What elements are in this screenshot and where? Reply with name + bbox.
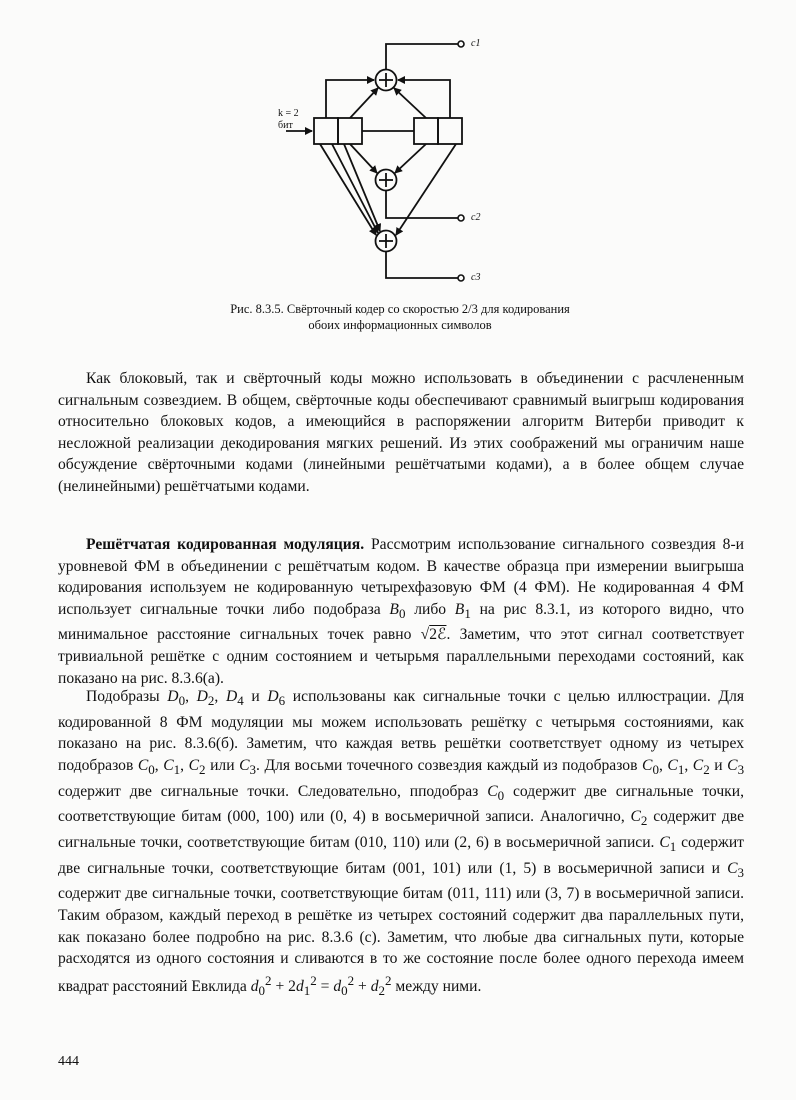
register-cell bbox=[314, 118, 338, 144]
input-label-bits: бит bbox=[278, 120, 293, 131]
caption-line-1: Рис. 8.3.5. Свёрточный кодер со скоростью 2/3 для кодирования bbox=[230, 302, 570, 316]
para2-text-4: . Заметим, что этот сигнал соответствует тривиальной решётке с одним состоянием и четырьмя параллельными переходами состояний, как показано на рис. 8.3.6(а). bbox=[58, 626, 744, 687]
register-cell bbox=[338, 118, 362, 144]
output-c2: c2 bbox=[471, 212, 481, 223]
distance-formula: $d_0^2 + 2d_1^2 = d_0^2 + d_2^2$ bbox=[250, 972, 392, 999]
para2-text-3: на рис 8.3.1, из которого видно, что минимальное расстояние сигнальных точек равно bbox=[58, 600, 745, 644]
section-heading: Решётчатая кодированная модуляция. bbox=[86, 536, 365, 553]
para3-text-7: содержит две сигнальные точки, соответствующие битам (001, 101) или (1, 5) в восьмеричной записи и bbox=[58, 834, 744, 877]
input-label-k: k = 2 bbox=[278, 108, 299, 119]
para2-text-2: либо bbox=[405, 600, 455, 618]
output-c3: c3 bbox=[471, 272, 481, 283]
sqrt-argument: 2ℰ bbox=[429, 626, 447, 644]
para3-text-3: . Для восьми точечного созвездия каждый из подобразов bbox=[256, 756, 643, 774]
output-c1: c1 bbox=[471, 38, 481, 49]
paragraph-3: Подобразы $D_0$, $D_2$, $D_4$ и $D_6$ использованы как сигнальные точки с целью иллюстрации. Для кодированной 8 ФМ модуляции мы можем использовать решётку с четырьмя состояниями, как показано на рис. 8.3.6(б). Заметим, что каждая ветвь решётки соответствует одному из четырех подобразов $C_0$, $C_1$, $C_2$ или $C_3$. Для восьми точечного созвездия каждый из подобразов $C_0$, $C_1$, $C_2$ и $C_3$ содержит две сигнальные точки. Следовательно, пподобраз $C_0$ содержит две сигнальные точки, соответствующие битам (000, 100) или (0, 4) в восьмеричной записи. Аналогично, $C_2$ содержит две сигнальные точки, соответствующие битам (010, 110) или (2, 6) в восьмеричной записи. $C_1$ содержит две сигнальные точки, соответствующие битам (001, 101) или (1, 5) в восьмеричной записи и $C_3$ содержит две сигнальные точки, соответствующие битам (011, 111) или (3, 7) в восьмеричной записи. Таким образом, каждый переход в решётке из четырех состояний содержит два параллельных пути, как показано более подробно на рис. 8.3.6 (с). Заметим, что любые два сигнальных пути, которые расходятся из одного состояния и сливаются в то же состояние после более одного перехода имеем квадрат расстояний Евклида $d_0^2 + 2d_1^2 = d_0^2 + d_2^2$ между ними. bbox=[58, 688, 745, 999]
paragraph-1-text: Как блоковый, так и свёрточный коды можно использовать в объединении с расчлененным сигнальным созвездием. В общем, свёрточные коды обеспечивают сравнимый выигрыш кодирования относительно блоковых кодов, а имеющийся в распоряжении алгоритм Витерби приводит к несложной реализации декодирования мягких решений. Из этих соображений мы ограничим наше обсуждение свёрточными кодами (линейными решётчатыми кодами), а в более общем случае (нелинейными) решётчатыми кодами. bbox=[58, 370, 744, 495]
paragraph-1 bbox=[58, 368, 744, 498]
para3-text-1: Подобразы bbox=[86, 688, 168, 705]
figure-caption bbox=[150, 301, 650, 333]
page-number: 444 bbox=[58, 1054, 79, 1069]
para3-text-4: содержит две сигнальные точки. Следовательно, пподобраз bbox=[58, 782, 488, 800]
para3-text-9: между ними. bbox=[391, 977, 482, 995]
para3-text-8: содержит две сигнальные точки, соответствующие битам (011, 111) или (3, 7) в восьмеричной записи. Таким образом, каждый переход в решётке из четырех состояний содержит два параллельных пути, как показано более подробно на рис. 8.3.6 (с). Заметим, что любые два сигнальных пути, которые расходятся из одного состояния и сливаются в то же состояние после более одного перехода имеем квадрат расстояний Евклида bbox=[58, 885, 744, 995]
para3-text-2: использованы как сигнальные точки с целью иллюстрации. Для кодированной 8 ФМ модуляции мы можем использовать решётку с четырьмя состояниями, как показано на рис. 8.3.6(б). Заметим, что каждая ветвь решётки соответствует одному из четырех подобразов bbox=[58, 688, 745, 774]
register-cell bbox=[414, 118, 438, 144]
register-cell bbox=[438, 118, 462, 144]
para3-text-6: содержит две сигнальные точки, соответствующие битам (010, 110) или (2, 6) в восьмеричной записи. bbox=[58, 808, 744, 851]
caption-line-2: обоих информационных символов bbox=[308, 318, 492, 332]
encoder-diagram bbox=[270, 30, 530, 292]
sqrt-formula: √2ℰ bbox=[420, 626, 447, 644]
paragraph-2: Решётчатая кодированная модуляция. Рассмотрим использование сигнального созвездия 8-и уровневой ФМ в объединении с решётчатым кодом. В качестве образца при измерении выигрыша кодирования используем не кодированную четырехфазовую ФМ (4 ФМ). Не кодированная 4 ФМ использует сигнальные точки либо подобраза $B_0$ либо $B_1$ на рис 8.3.1, из которого видно, что минимальное расстояние сигнальных точек равно √2ℰ. Заметим, что этот сигнал соответствует тривиальной решётке с одним состоянием и четырьмя параллельными переходами состояний, как показано на рис. 8.3.6(а). bbox=[58, 536, 745, 687]
para3-text-5: содержит две сигнальные точки, соответствующие битам (000, 100) или (0, 4) в восьмеричной записи. Аналогично, bbox=[58, 782, 744, 826]
para2-text-1: Рассмотрим использование сигнального созвездия 8-и уровневой ФМ в объединении с решётчатым кодом. В качестве образца при измерении выигрыша кодирования используем не кодированную четырехфазовую ФМ (4 ФМ). Не кодированная 4 ФМ использует сигнальные точки либо подобраза bbox=[58, 536, 744, 618]
